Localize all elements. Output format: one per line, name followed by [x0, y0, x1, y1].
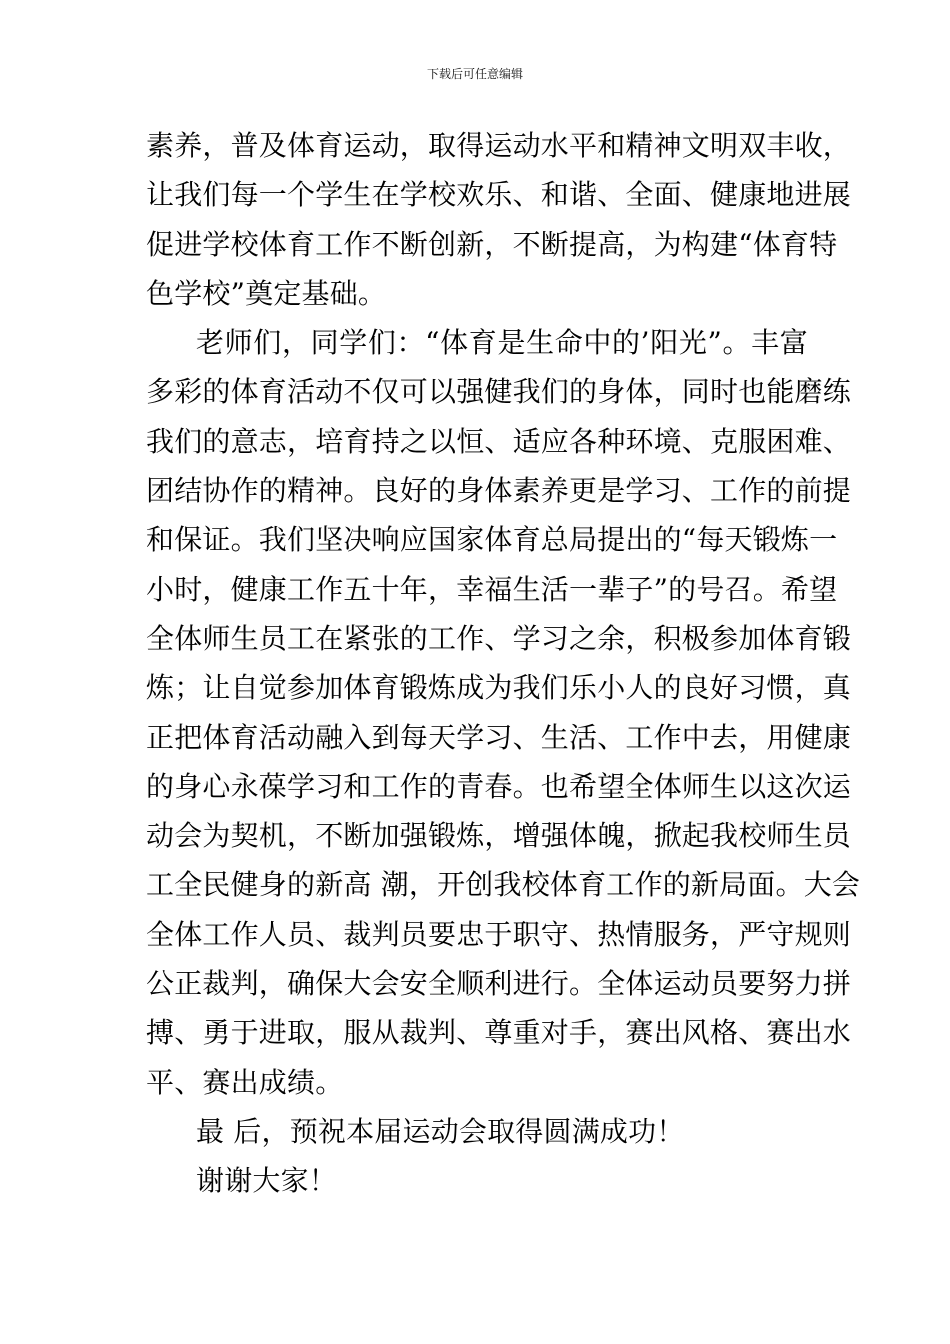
text-line: 我们的意志，培育持之以恒、适应各种环境、克服困难、: [146, 424, 852, 458]
text-line: 工全民健身的新高 潮，开创我校体育工作的新局面。大会: [146, 868, 861, 902]
text-line: 老师们，同学们：“体育是生命中的’阳光”。丰富: [196, 326, 808, 360]
text-line: 的身心永葆学习和工作的青春。也希望全体师生以这次运: [146, 769, 852, 803]
document-body: [146, 121, 861, 1206]
text-line: 小时，健康工作五十年，幸福生活一辈子”的号召。希望: [146, 572, 838, 606]
text-line: 和保证。我们坚决响应国家体育总局提出的“每天锻炼一: [146, 523, 838, 557]
text-line: 色学校”奠定基础。: [146, 276, 387, 310]
text-line: 公正裁判，确保大会安全顺利进行。全体运动员要努力拼: [146, 967, 852, 1001]
text-line: 团结协作的精神。良好的身体素养更是学习、工作的前提: [146, 474, 852, 508]
page-header-note: 下载后可任意编辑: [426, 67, 523, 81]
text-line: 素养，普及体育运动，取得运动水平和精神文明双丰收，: [146, 129, 852, 162]
text-line: 让我们每一个学生在学校欢乐、和谐、全面、健康地进展: [146, 178, 852, 212]
text-line: 全体工作人员、裁判员要忠于职守、热情服务，严守规则: [146, 917, 852, 951]
text-line: 全体师生员工在紧张的工作、学习之余，积极参加体育锻: [146, 621, 852, 655]
text-line: 炼；让自觉参加体育锻炼成为我们乐小人的良好习惯，真: [146, 671, 852, 705]
text-line: 动会为契机，不断加强锻炼，增强体魄，掀起我校师生员: [146, 819, 852, 853]
text-line: 平、赛出成绩。: [146, 1065, 344, 1099]
thanks-line: 谢谢大家！: [196, 1164, 338, 1198]
text-line: 多彩的体育活动不仅可以强健我们的身体，同时也能磨练: [146, 375, 852, 409]
closing-line: 最 后，预祝本届运动会取得圆满成功！: [196, 1114, 685, 1148]
text-line: 搏、勇于进取，服从裁判、尊重对手，赛出风格、赛出水: [146, 1016, 852, 1050]
text-line: 促进学校体育工作不断创新，不断提高，为构建“体育特: [146, 227, 838, 261]
text-line: 正把体育活动融入到每天学习、生活、工作中去，用健康: [146, 720, 852, 754]
